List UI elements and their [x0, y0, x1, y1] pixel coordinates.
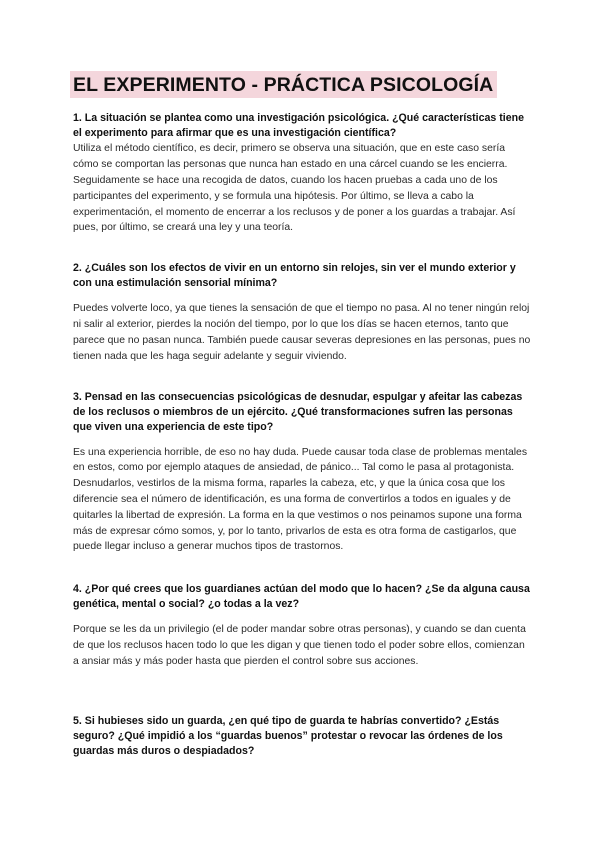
question-4: 4. ¿Por qué crees que los guardianes actúan del modo que lo hacen? ¿Se da alguna causa genética, mental o social? ¿o todas a la vez? — [73, 583, 530, 611]
section-5 — [73, 714, 533, 760]
question-5: 5. Si hubieses sido un guarda, ¿en qué tipo de guarda te habrías convertido? ¿Estás seguro? ¿Qué impidió a los “guardas buenos” protestar o revocar las órdenes de los guardas más duros o despiadados? — [73, 715, 503, 758]
question-1: 1. La situación se plantea como una investigación psicológica. ¿Qué características tiene el experimento para afirmar que es una investigación científica? — [73, 112, 524, 140]
section-2 — [73, 261, 533, 365]
section-4 — [73, 582, 533, 670]
answer-3: Es una experiencia horrible, de eso no hay duda. Puede causar toda clase de problemas mentales en estos, como por ejemplo ataques de ansiedad, de pánico... Tal como le pasa al protagonista. Desnudarlos, vestirlos de la misma forma, raparles la cabeza, etc, y que la única cosa que los diferencie sea el número de identificación, es una forma de convertirlos a todos en iguales y de quitarles la libertad de expresión. La forma en la que vestimos o nos peinamos supone una forma más de expresar cómo somos, y, por lo tanto, privarlos de esta es otra forma de castigarlos, que puede llegar incluso a generar muchos tipos de trastornos. — [73, 446, 528, 553]
question-2: 2. ¿Cuáles son los efectos de vivir en un entorno sin relojes, sin ver el mundo exterior y con una estimulación sensorial mínima? — [73, 262, 516, 290]
section-1 — [73, 111, 533, 236]
section-3 — [73, 390, 533, 555]
answer-2: Puedes volverte loco, ya que tienes la sensación de que el tiempo no pasa. Al no tener ningún reloj ni salir al exterior, pierdes la noción del tiempo, por lo que los días se hacen eternos, tanto que parece que no pasan nunca. También puede causar severas depresiones en las personas, pues no tienen nada que les haga seguir adelante y seguir viviendo. — [73, 303, 531, 362]
answer-1: Utiliza el método científico, es decir, primero se observa una situación, que en este caso sería cómo se comportan las personas que nunca han estado en una cárcel cuando se les encierra. Seguidamente se hace una recogida de datos, cuando los hacen pruebas a cada uno de los participantes del experimento, y se formula una hipótesis. Por último, se lleva a cabo la experimentación, el momento de encerrar a los reclusos y de poner a los guardas a trabajar. Así pues, por último, se creará una ley y una teoría. — [73, 143, 516, 234]
answer-4: Porque se les da un privilegio (el de poder mandar sobre otras personas), y cuando se dan cuenta de que los reclusos hacen todo lo que les digan y que tienen todo el poder sobre ellos, comienzan a ansiar más y más poder hasta que pierden el control sobre sus acciones. — [73, 624, 526, 667]
question-3: 3. Pensad en las consecuencias psicológicas de desnudar, espulgar y afeitar las cabezas de los reclusos o miembros de un ejército. ¿Qué transformaciones sufren las personas que viven una experiencia de este tipo? — [73, 391, 523, 434]
document-title: EL EXPERIMENTO - PRÁCTICA PSICOLOGÍA — [70, 71, 497, 98]
